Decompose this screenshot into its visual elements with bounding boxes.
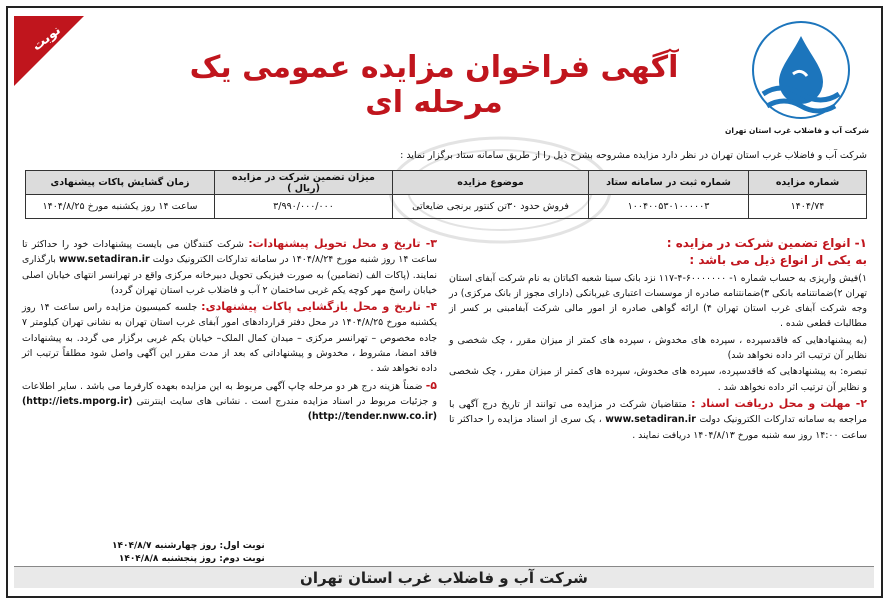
section1-footnote: تبصره: به پیشنهادهایی که فاقدسپرده، سپرده های مخدوش، سپرده های کمتر از میزان مقرر ، چک شخصی و نظایر آن ترتیب اثر داده نخواهد شد . [449,366,867,393]
tender-link[interactable]: (http://tender.nww.co.ir) [307,411,437,423]
section3-body-b: بارگذاری نمایند. (پاکات الف (تضامین) به صورت فیزیکی تحویل دبیرخانه مرکزی واقع در تهرانسر انتهای خیابان اصلی خیابان راسخ مهر کوچه یکم غربی ساختمان ۲ آب و فاضلاب غرب استان تهران گردد) [22,254,437,296]
second-publication-label: نوبت دوم: روز پنجشنبه [161,554,265,564]
section3-heading: ۳- تاریخ و محل تحویل پیشنهادات: [248,237,438,250]
water-company-logo-icon [741,16,861,128]
page-title: آگهی فراخوان مزایده عمومی یک مرحله ای [189,50,679,120]
footer-org-name: شرکت آب و فاضلاب غرب استان تهران [14,566,874,588]
iets-link[interactable]: (http://iets.mporg.ir) [22,395,133,407]
col-setad-number: شماره ثبت در سامانه ستاد [589,171,749,195]
section2-body-b: ، یک سری از اسناد مزایده را حداکثر تا ساعت ۱۴:۰۰ روز سه شنبه مورخ ۱۴۰۴/۸/۱۳ دریافت نمایند . [449,414,867,441]
table-row [26,195,867,219]
cell-guarantee: ۳/۹۹۰/۰۰۰/۰۰۰ [215,195,393,219]
cell-setad-number: ۱۰۰۴۰۰۵۳۰۱۰۰۰۰۰۳ [589,195,749,219]
second-publication-date: ۱۴۰۴/۸/۸ [118,554,159,564]
section2-body-a: متقاضیان شرکت در مزایده می توانند از تاریخ درج آگهی با مراجعه به سامانه تدارکات الکترونیک دولت [449,398,867,426]
cell-subject: فروش حدود ۳۰تن کنتور برنجی ضایعاتی [393,195,589,219]
col-auction-number: شماره مزایده [749,171,867,195]
section2-heading: ۲- مهلت و محل دریافت اسناد : [691,396,868,410]
section4-body: جلسه کمیسیون مزایده راس ساعت ۱۴ روز یکشنبه مورخ ۱۴۰۴/۸/۲۵ در محل دفتر قراردادهای امور آبفای غرب استان تهران به نشانی تهران کیلومتر ۷ جاده مخصوص – تهرانسر مرکزی – میدان کمال الملک– خیابان یکم غربی برگزار می گردد. به پیشنهادات فاقد امضا، مشروط ، مخدوش و پیشنهاداتی که بعد از مدت مقرر این آگهی واصل شود مطلقاً ترتیب اثر داده نخواهد شد . [22,302,437,375]
section5-heading: ۵- [425,378,437,392]
col-subject: موضوع مزایده [393,171,589,195]
right-column [449,236,867,444]
setad-link[interactable]: www.setadiran.ir [605,414,696,426]
table-header-row [26,171,867,195]
section3-body-a: شرکت کنندگان می بایست پیشنهادات خود را حداکثر تا ساعت ۱۴ روز شنبه مورخ ۱۴۰۴/۸/۲۴ در سامانه تدارکات الکترونیک دولت [22,239,437,266]
first-publication-badge: نوبت اول [29,22,82,79]
setad-link-2[interactable]: www.setadiran.ir [58,254,150,266]
intro-text: شرکت آب و فاضلاب غرب استان تهران در نظر دارد مزایده مشروحه بشرح ذیل را از طریق سامانه ستاد برگزار نماید : [400,150,867,161]
cell-auction-number: ۱۴۰۴/۷۴ [749,195,867,219]
first-publication-label: نوبت اول: روز چهارشنبه [154,541,265,551]
section4-heading: ۴- تاریخ و محل بازگشایی پاکات پیشنهادی: [201,300,438,314]
section1-body: ۱)فیش واریزی به حساب شماره ۱- ۶۰۰۰۰۰۰۰-۴-۱۱۷ نزد بانک سینا شعبه اکباتان به نام شرکت آبفای استان تهران ۲)ضمانتنامه بانکی ۳)ضمانتنامه صادره از موسسات اعتباری غیربانکی (دارای مجوز از بانک مرکزی) در وجه شرکت آبفای غرب استان تهران ۴) ارائه گواهی صادره از امور مالی شرکت آبفامبنی بر کسر از مطالبات قطعی شده . [449,272,868,330]
section1-subheading: به یکی از انواع ذیل می باشد : [689,253,867,268]
left-column [22,236,437,426]
section5-body: ضمناً هزینه درج هر دو مرحله چاپ آگهی مربوط به این مزایده بعهده کارفرما می باشد . سایر اطلاعات و جزئیات مربوط در اسناد مزایده مندرج است . نشانی های سایت اینترنتی [22,380,437,407]
auction-table [25,170,867,219]
first-publication-date: ۱۴۰۴/۸/۷ [112,541,152,551]
cell-opening-time: ساعت ۱۴ روز یکشنبه مورخ ۱۴۰۴/۸/۲۵ [26,195,215,219]
col-opening-time: زمان گشایش پاکات پیشنهادی [26,171,215,195]
org-caption: شرکت آب و فاضلاب غرب استان تهران [725,126,869,135]
section1-heading: ۱- انواع تضمین شرکت در مزایده : [666,236,867,250]
col-guarantee: میزان تضمین شرکت در مزایده (ریال ) [215,171,393,195]
publication-dates [112,540,265,566]
section1-note: (به پیشنهادهایی که فاقدسپرده ، سپرده های مخدوش ، سپرده های کمتر از میزان مقرر ، چک شخصی و نظایر آن ترتیب اثر داده نخواهد شد) [449,334,867,362]
